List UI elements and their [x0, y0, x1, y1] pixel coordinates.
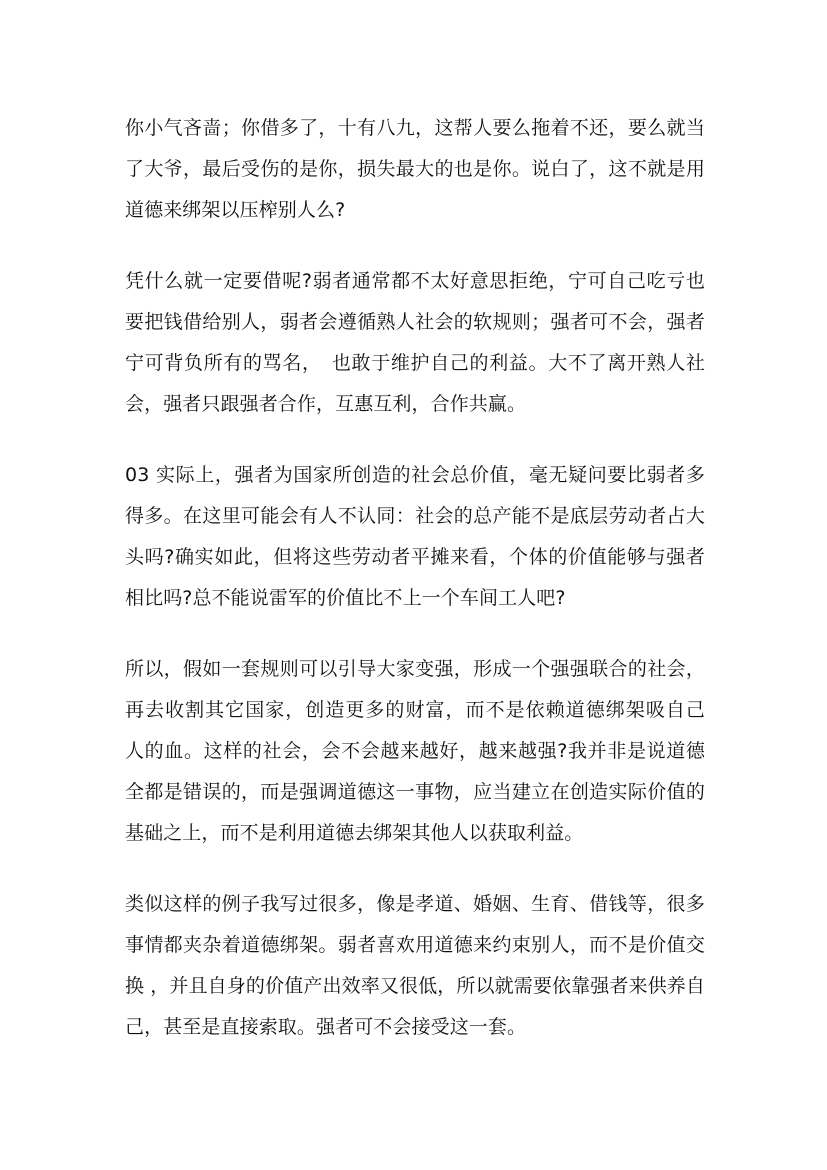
paragraph-2 [125, 261, 705, 425]
text-line: 道德来绑架以压榨别人么? [125, 199, 346, 221]
text-line: 了大爷，最后受伤的是你，损失最大的也是你。说白了，这不就是用 [125, 158, 705, 180]
text-line: 要把钱借给别人，弱者会遵循熟人社会的软规则；强者可不会，强者 [125, 311, 705, 333]
paragraph-5 [125, 884, 705, 1048]
text-line: 基础之上，而不是利用道德去绑架其他人以获取利益。 [125, 822, 584, 844]
article-body [125, 108, 705, 1078]
text-line: 所以，假如一套规则可以引导大家变强，形成一个强强联合的社会， [125, 658, 705, 680]
text-line: 换 ，并且自身的价值产出效率又很低，所以就需要依靠强者来供养自 [125, 975, 705, 997]
text-line: 己，甚至是直接索取。强者可不会接受这一套。 [125, 1016, 527, 1038]
text-line: 相比吗?总不能说雷军的价值比不上一个车间工人吧? [125, 587, 566, 609]
paragraph-4 [125, 649, 705, 854]
paragraph-3 [125, 455, 705, 619]
text-line: 人的血。这样的社会，会不会越来越好，越来越强?我并非是说道德 [125, 740, 705, 762]
text-line: 你小气吝啬；你借多了，十有八九，这帮人要么拖着不还，要么就当 [125, 117, 705, 139]
paragraph-1 [125, 108, 705, 231]
text-line: 类似这样的例子我写过很多，像是孝道、婚姻、生育、借钱等，很多 [125, 893, 705, 915]
text-line: 宁可背负所有的骂名， 也敢于维护自己的利益。大不了离开熟人社 [125, 352, 705, 374]
text-line: 得多。在这里可能会有人不认同：社会的总产能不是底层劳动者占大 [125, 505, 705, 527]
text-line: 事情都夹杂着道德绑架。弱者喜欢用道德来约束别人，而不是价值交 [125, 934, 705, 956]
text-line: 会，强者只跟强者合作，互惠互利，合作共赢。 [125, 393, 527, 415]
text-line: 03 实际上，强者为国家所创造的社会总价值，毫无疑问要比弱者多 [125, 464, 705, 486]
text-line: 凭什么就一定要借呢?弱者通常都不太好意思拒绝，宁可自己吃亏也 [125, 270, 705, 292]
text-line: 头吗?确实如此，但将这些劳动者平摊来看，个体的价值能够与强者 [125, 546, 705, 568]
text-line: 全都是错误的，而是强调道德这一事物，应当建立在创造实际价值的 [125, 781, 705, 803]
text-line: 再去收割其它国家，创造更多的财富，而不是依赖道德绑架吸自己 [125, 699, 705, 721]
